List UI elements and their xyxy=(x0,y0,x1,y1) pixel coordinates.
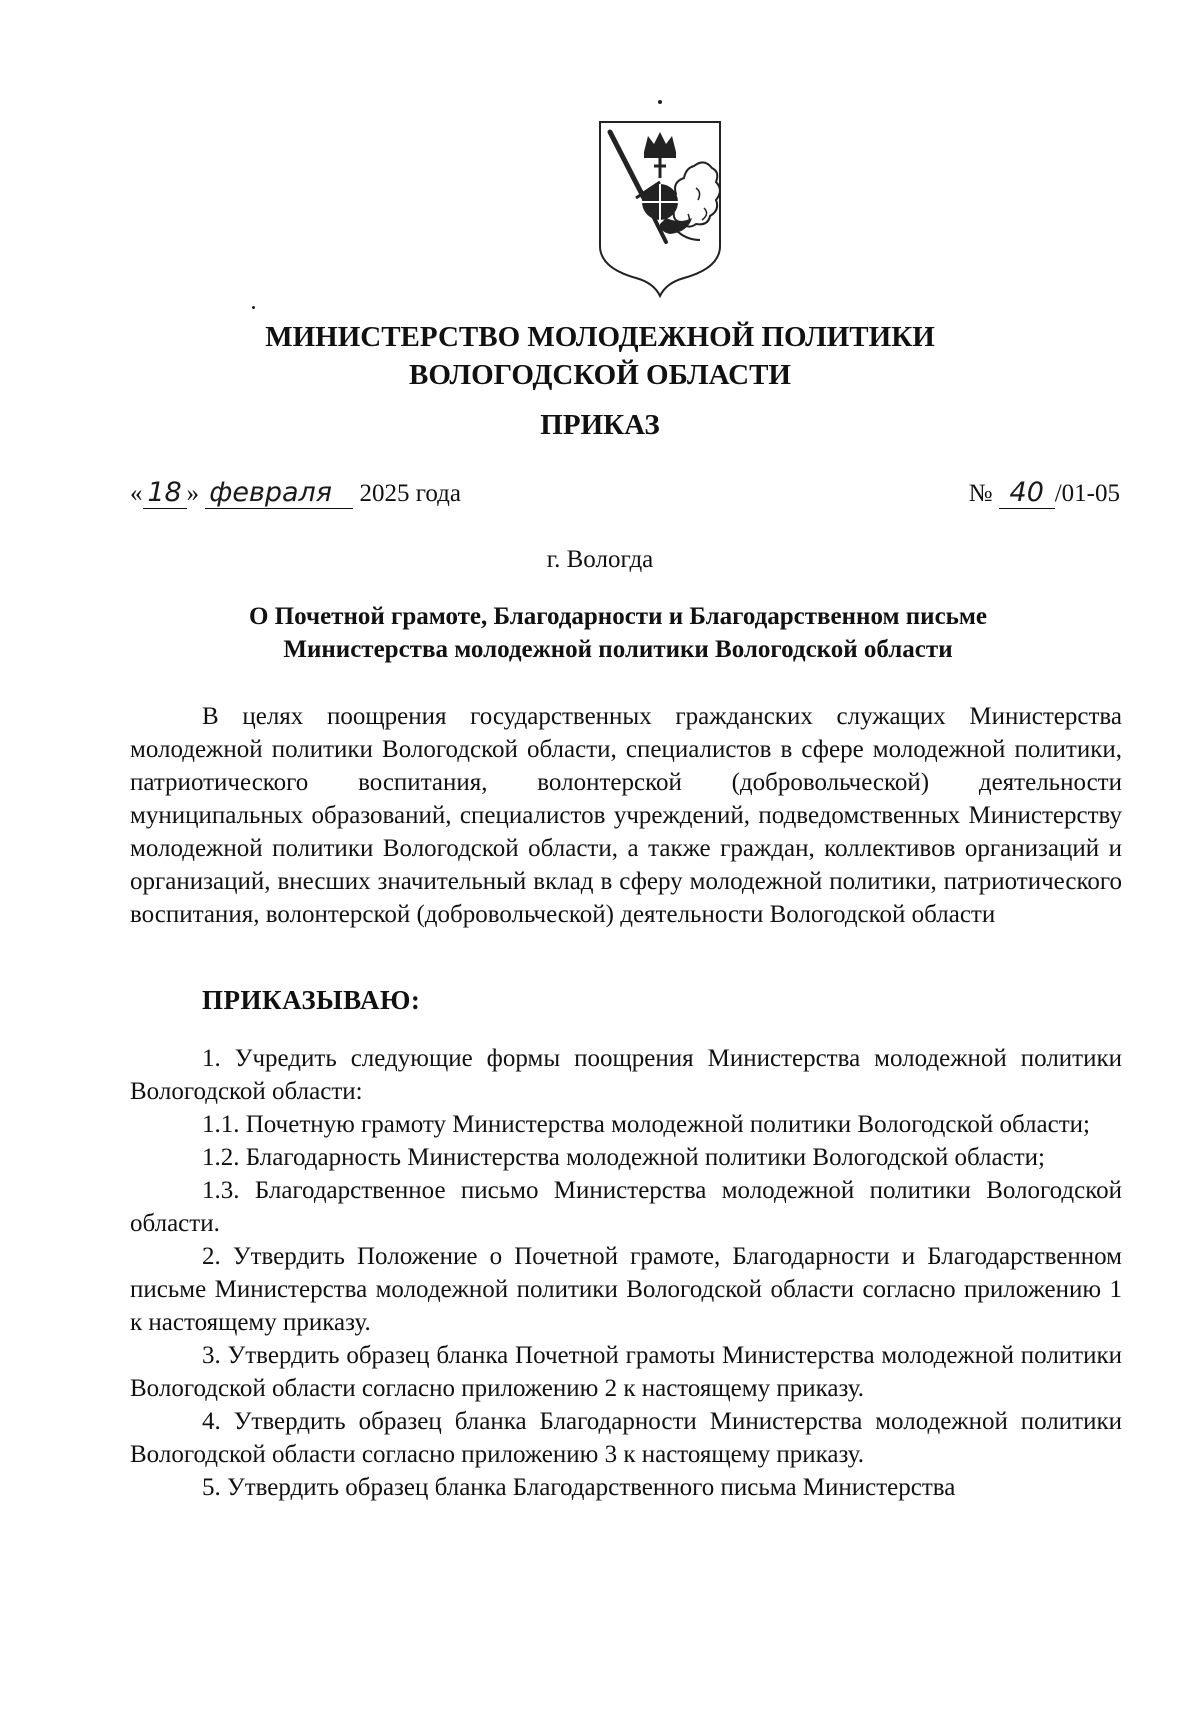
document-number xyxy=(969,478,1120,509)
date-month-handwritten: февраля xyxy=(205,478,353,509)
city: г. Вологда xyxy=(546,546,654,573)
order-item: 5. Утвердить образец бланка Благодарственного письма Министерства xyxy=(202,1474,956,1501)
document-date xyxy=(130,478,461,509)
subject-line2: Министерства молодежной политики Вологодской области xyxy=(283,636,953,663)
order-item: 1. Учредить следующие формы поощрения Министерства молодежной политики Вологодской области: xyxy=(130,1045,1122,1105)
date-day-handwritten: 18 xyxy=(143,478,187,509)
ministry-name-line2: ВОЛОГОДСКОЙ ОБЛАСТИ xyxy=(409,359,791,391)
order-item: 3. Утвердить образец бланка Почетной грамоты Министерства молодежной политики Вологодской области согласно приложению 2 к настоящему приказу. xyxy=(130,1342,1122,1402)
ministry-name-line1: МИНИСТЕРСТВО МОЛОДЕЖНОЙ ПОЛИТИКИ xyxy=(265,321,935,353)
scan-speck xyxy=(252,306,255,309)
order-item: 4. Утвердить образец бланка Благодарности Министерства молодежной политики Вологодской области согласно приложению 3 к настоящему приказу. xyxy=(130,1408,1122,1468)
order-items xyxy=(130,1042,1122,1504)
document-subject xyxy=(0,600,1200,666)
number-handwritten: 40 xyxy=(999,478,1055,509)
order-item: 2. Утвердить Положение о Почетной грамоте, Благодарности и Благодарственном письме Министерства молодежной политики Вологодской области согласно приложению 1 к настоящему приказу. xyxy=(130,1243,1122,1336)
vologda-coat-of-arms-icon xyxy=(596,118,724,298)
number-prefix: № xyxy=(968,480,993,507)
scan-speck xyxy=(658,100,662,104)
order-item: 1.3. Благодарственное письмо Министерства молодежной политики Вологодской области. xyxy=(130,1177,1122,1237)
document-type: ПРИКАЗ xyxy=(540,409,660,441)
number-suffix: /01-05 xyxy=(1054,480,1120,507)
date-close-quote: » xyxy=(186,480,199,507)
ministry-name xyxy=(0,318,1200,394)
order-word: ПРИКАЗЫВАЮ: xyxy=(202,985,421,1015)
order-item: 1.1. Почетную грамоту Министерства молодежной политики Вологодской области; xyxy=(202,1111,1090,1138)
preamble-text: В целях поощрения государственных гражданских служащих Министерства молодежной политики Вологодской области, специалистов в сфере молодежной политики, патриотического воспитания, волонтерской (добровольческой) деятельности муниципальных образований, специалистов учреждений, подведомственных Министерству молодежной политики Вологодской области, а также граждан, коллективов организаций и организаций, внесших значительный вклад в сферу молодежной политики, патриотического воспитания, волонтерской (добровольческой) деятельности Вологодской области xyxy=(130,703,1122,928)
date-open-quote: « xyxy=(130,480,143,507)
date-year: 2025 года xyxy=(359,480,461,507)
order-item: 1.2. Благодарность Министерства молодежной политики Вологодской области; xyxy=(202,1144,1045,1171)
preamble xyxy=(130,700,1122,931)
subject-line1: О Почетной грамоте, Благодарности и Благодарственном письме xyxy=(248,603,988,630)
